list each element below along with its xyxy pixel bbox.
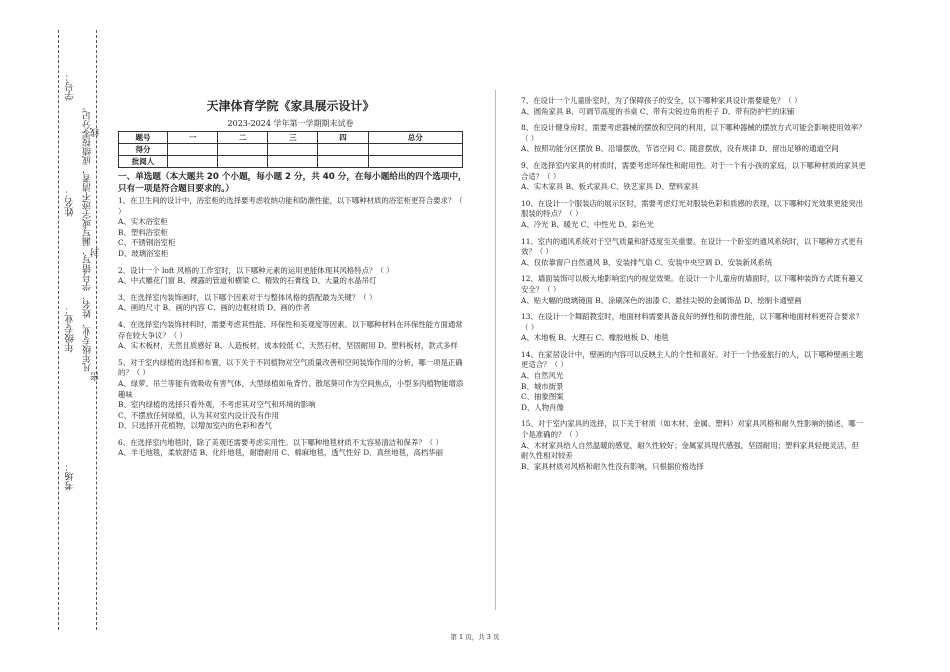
right-column: [521, 96, 866, 478]
question-stem: 8、在设计健身房时，需要考虑器械的摆放和空间的利用，以下哪种器械的摆放方式可能会影响使用效率？（ ）: [521, 123, 866, 143]
section-heading: 一、单选题（本大题共 20 个小题，每小题 2 分，共 40 分，在每小题给出的四个选项中，只有一项是符合题目要求的。）: [118, 172, 467, 194]
grader-row-label: 批阅人: [119, 156, 168, 168]
question-option: A、木地板 B、大理石 C、橡胶地板 D、地毯: [521, 333, 669, 343]
question-item: [521, 419, 866, 472]
question-item: [521, 199, 866, 231]
grader-cell: [268, 156, 318, 168]
question-item: [118, 320, 468, 352]
question-option: B、家具材质对风格和耐久性没有影响，只根据价格选择: [521, 461, 704, 471]
question-stem: 11、室内的通风系统对于空气质量和舒适度至关重要。在设计一个卧室的通风系统时，以下哪种方式更有效？（ ）: [521, 236, 863, 257]
score-header-cell: 二: [218, 132, 268, 144]
question-option: A、冷光 B、暖光 C、中性光 D、彩色光: [521, 219, 654, 229]
question-item: [118, 266, 468, 287]
exam-room-label: 考场：: [65, 462, 76, 491]
score-row-label: 得分: [119, 144, 168, 156]
question-option: D、只选择开花植物，以增加室内的色彩和香气: [118, 421, 272, 431]
question-item: [521, 237, 866, 269]
question-stem: 2、设计一个 loft 风格的工作室时，以下哪种元素的运用更能体现其风格特点？（ ）: [118, 265, 394, 275]
score-header-cell: 题号: [119, 132, 168, 144]
question-option: D、玻璃浴室柜: [118, 248, 169, 258]
grade-major-label: 年级专业：: [65, 305, 76, 353]
question-option: A、实木浴室柜: [118, 217, 168, 227]
question-item: [521, 161, 866, 193]
score-header-cell: 一: [168, 132, 218, 144]
question-option: A、圆角家具 B、可调节高度的书桌 C、带有尖锐边角的柜子 D、带有防护栏的床铺: [521, 106, 795, 116]
exam-title: 天津体育学院《家具展示设计》: [206, 99, 375, 113]
grader-cell: [318, 156, 368, 168]
question-stem: 14、在家居设计中，壁画的内容可以反映主人的个性和喜好。对于一个热爱旅行的人，以下哪种壁画主题更适合？（ ）: [521, 349, 863, 370]
question-item: [521, 274, 866, 306]
question-stem: 6、在选择室内地毯时，除了美观还需要考虑实用性。以下哪种地毯材质不太容易清洁和保养？（ ）: [118, 437, 443, 447]
seal-line-outer: [58, 30, 59, 630]
seal-line-mark-xian: 线: [91, 128, 101, 137]
score-cell: [168, 144, 218, 156]
question-stem: 13、在设计一个舞蹈教室时，地面材料需要具备良好的弹性和防滑性能，以下哪种地面材料更符合要求？（ ）: [521, 312, 863, 332]
question-option: B、城市街景: [521, 381, 564, 391]
question-item: [521, 312, 866, 344]
question-option: C、抽象图案: [521, 392, 564, 402]
score-row: [119, 144, 463, 156]
score-header-cell: 总分: [368, 132, 462, 144]
student-id-label: 学号：: [65, 72, 76, 101]
question-item: [521, 96, 866, 117]
grader-row: [119, 156, 463, 168]
score-cell: [318, 144, 368, 156]
question-option: C、不摆放任何绿植，认为其对室内设计没有作用: [118, 410, 279, 420]
question-stem: 3、在选择室内装饰画时，以下哪个因素对于与整体风格的搭配最为关键？（ ）: [118, 292, 377, 302]
left-column: [118, 171, 468, 465]
seal-line-mark-mi: 密: [91, 372, 101, 381]
exam-subtitle: 2023-2024 学年第一学期期末试卷: [227, 119, 354, 128]
question-stem: 9、在选择室内家具的材质时，需要考虑环保性和耐用性。对于一个有小孩的家庭，以下哪种材质的家具更合适？（ ）: [521, 160, 866, 181]
question-item: [118, 196, 468, 260]
question-option: A、实木家具 B、板式家具 C、铁艺家具 D、塑料家具: [521, 182, 699, 192]
name-label: 姓名：: [65, 188, 76, 217]
question-option: A、贴大幅的玻璃镜面 B、涂刷深色的油漆 C、悬挂尖锐的金属饰品 D、绘制卡通壁画: [521, 295, 802, 305]
score-cell: [368, 144, 462, 156]
grader-cell: [218, 156, 268, 168]
question-option: A、木材家具给人自然温暖的感觉，耐久性较好；金属家具现代感强，坚固耐用；塑料家具轻便灵活，但耐久性相对较差: [521, 440, 859, 461]
page-footer: 第 1 页，共 3 页: [450, 633, 500, 641]
question-stem: 5、对于室内绿植的选择和布置，以下关于不同植物对空气质量改善和空间装饰作用的分析，哪一项是正确的？（ ）: [118, 357, 463, 378]
score-cell: [268, 144, 318, 156]
question-item: [118, 293, 468, 314]
question-item: [118, 438, 468, 459]
question-option: B、室内绿植的选择只看外观，不考虑其对空气和环境的影响: [118, 400, 316, 410]
score-header-cell: 四: [318, 132, 368, 144]
score-cell: [218, 144, 268, 156]
score-table: [118, 131, 463, 168]
seal-line-inner: [96, 30, 97, 630]
question-stem: 4、在选择室内装饰材料时，需要考虑其性能、环保性和美观度等因素。以下哪种材料在环保性能方面通常存在较大争议？（ ）: [118, 319, 463, 340]
question-option: A、羊毛地毯，柔软舒适 B、化纤地毯，耐磨耐用 C、棉麻地毯，透气性好 D、真丝地毯，高档华丽: [118, 448, 444, 458]
question-option: C、不锈钢浴室柜: [118, 238, 176, 248]
question-stem: 10、在设计一个服装店的展示区时，需要考虑灯光对服装色彩和质感的表现，以下哪种灯光效果更能突出服装的特点？（ ）: [521, 198, 863, 219]
question-stem: 12、墙面装饰可以极大地影响室内的视觉效果。在设计一个儿童房的墙面时，以下哪种装饰方式既有趣又安全？（ ）: [521, 274, 863, 294]
question-option: A、实木板材，天然且质感好 B、人造板材，成本较低 C、天然石材，坚固耐用 D、塑料板材，款式多样: [118, 341, 458, 351]
score-header-cell: 三: [268, 132, 318, 144]
grader-cell: [168, 156, 218, 168]
binding-strip: [0, 0, 105, 672]
question-option: A、中式雕花门窗 B、裸露的管道和横梁 C、精致的石膏线 D、大量的水晶吊灯: [118, 276, 377, 286]
question-option: D、人物肖像: [521, 402, 564, 412]
question-item: [118, 358, 468, 432]
seal-line-mark-feng: 封: [91, 248, 101, 257]
score-table-header-row: [119, 132, 463, 144]
grader-cell: [368, 156, 462, 168]
question-option: A、画的尺寸 B、画的内容 C、画的边框材质 D、画的作者: [118, 303, 310, 313]
question-stem: 15、对于室内家具的选择，以下关于材质（如木材、金属、塑料）对家具风格和耐久性影响的描述，哪一个是准确的？（ ）: [521, 419, 863, 440]
question-option: B、塑料浴室柜: [118, 227, 168, 237]
question-item: [521, 123, 866, 155]
question-option: A、仅依靠窗户自然通风 B、安装排气扇 C、安装中央空调 D、安装新风系统: [521, 257, 773, 267]
question-item: [521, 350, 866, 414]
column-divider: [495, 90, 496, 610]
question-option: A、自然风光: [521, 371, 564, 381]
question-option: A、按照功能分区摆放 B、沿墙摆放，节省空间 C、随意摆放，没有规律 D、留出足够的通道空间: [521, 144, 839, 154]
question-stem: 7、在设计一个儿童卧室时，为了保障孩子的安全，以下哪种家具设计需要避免？（ ）: [521, 96, 802, 105]
question-option: A、绿萝、吊兰等能有效吸收有害气体，大型绿植如龟背竹、散尾葵可作为空间焦点，小型多肉植物能增添趣味: [118, 378, 464, 399]
seal-notice: 凡年级专业、姓名、学号错写、漏写或字迹不清者，成绩按零分记。: [83, 102, 93, 372]
question-stem: 1、在卫生间的设计中，浴室柜的选择要考虑收纳功能和防潮性能，以下哪种材质的浴室柜更符合要求？（ ）: [118, 196, 463, 216]
